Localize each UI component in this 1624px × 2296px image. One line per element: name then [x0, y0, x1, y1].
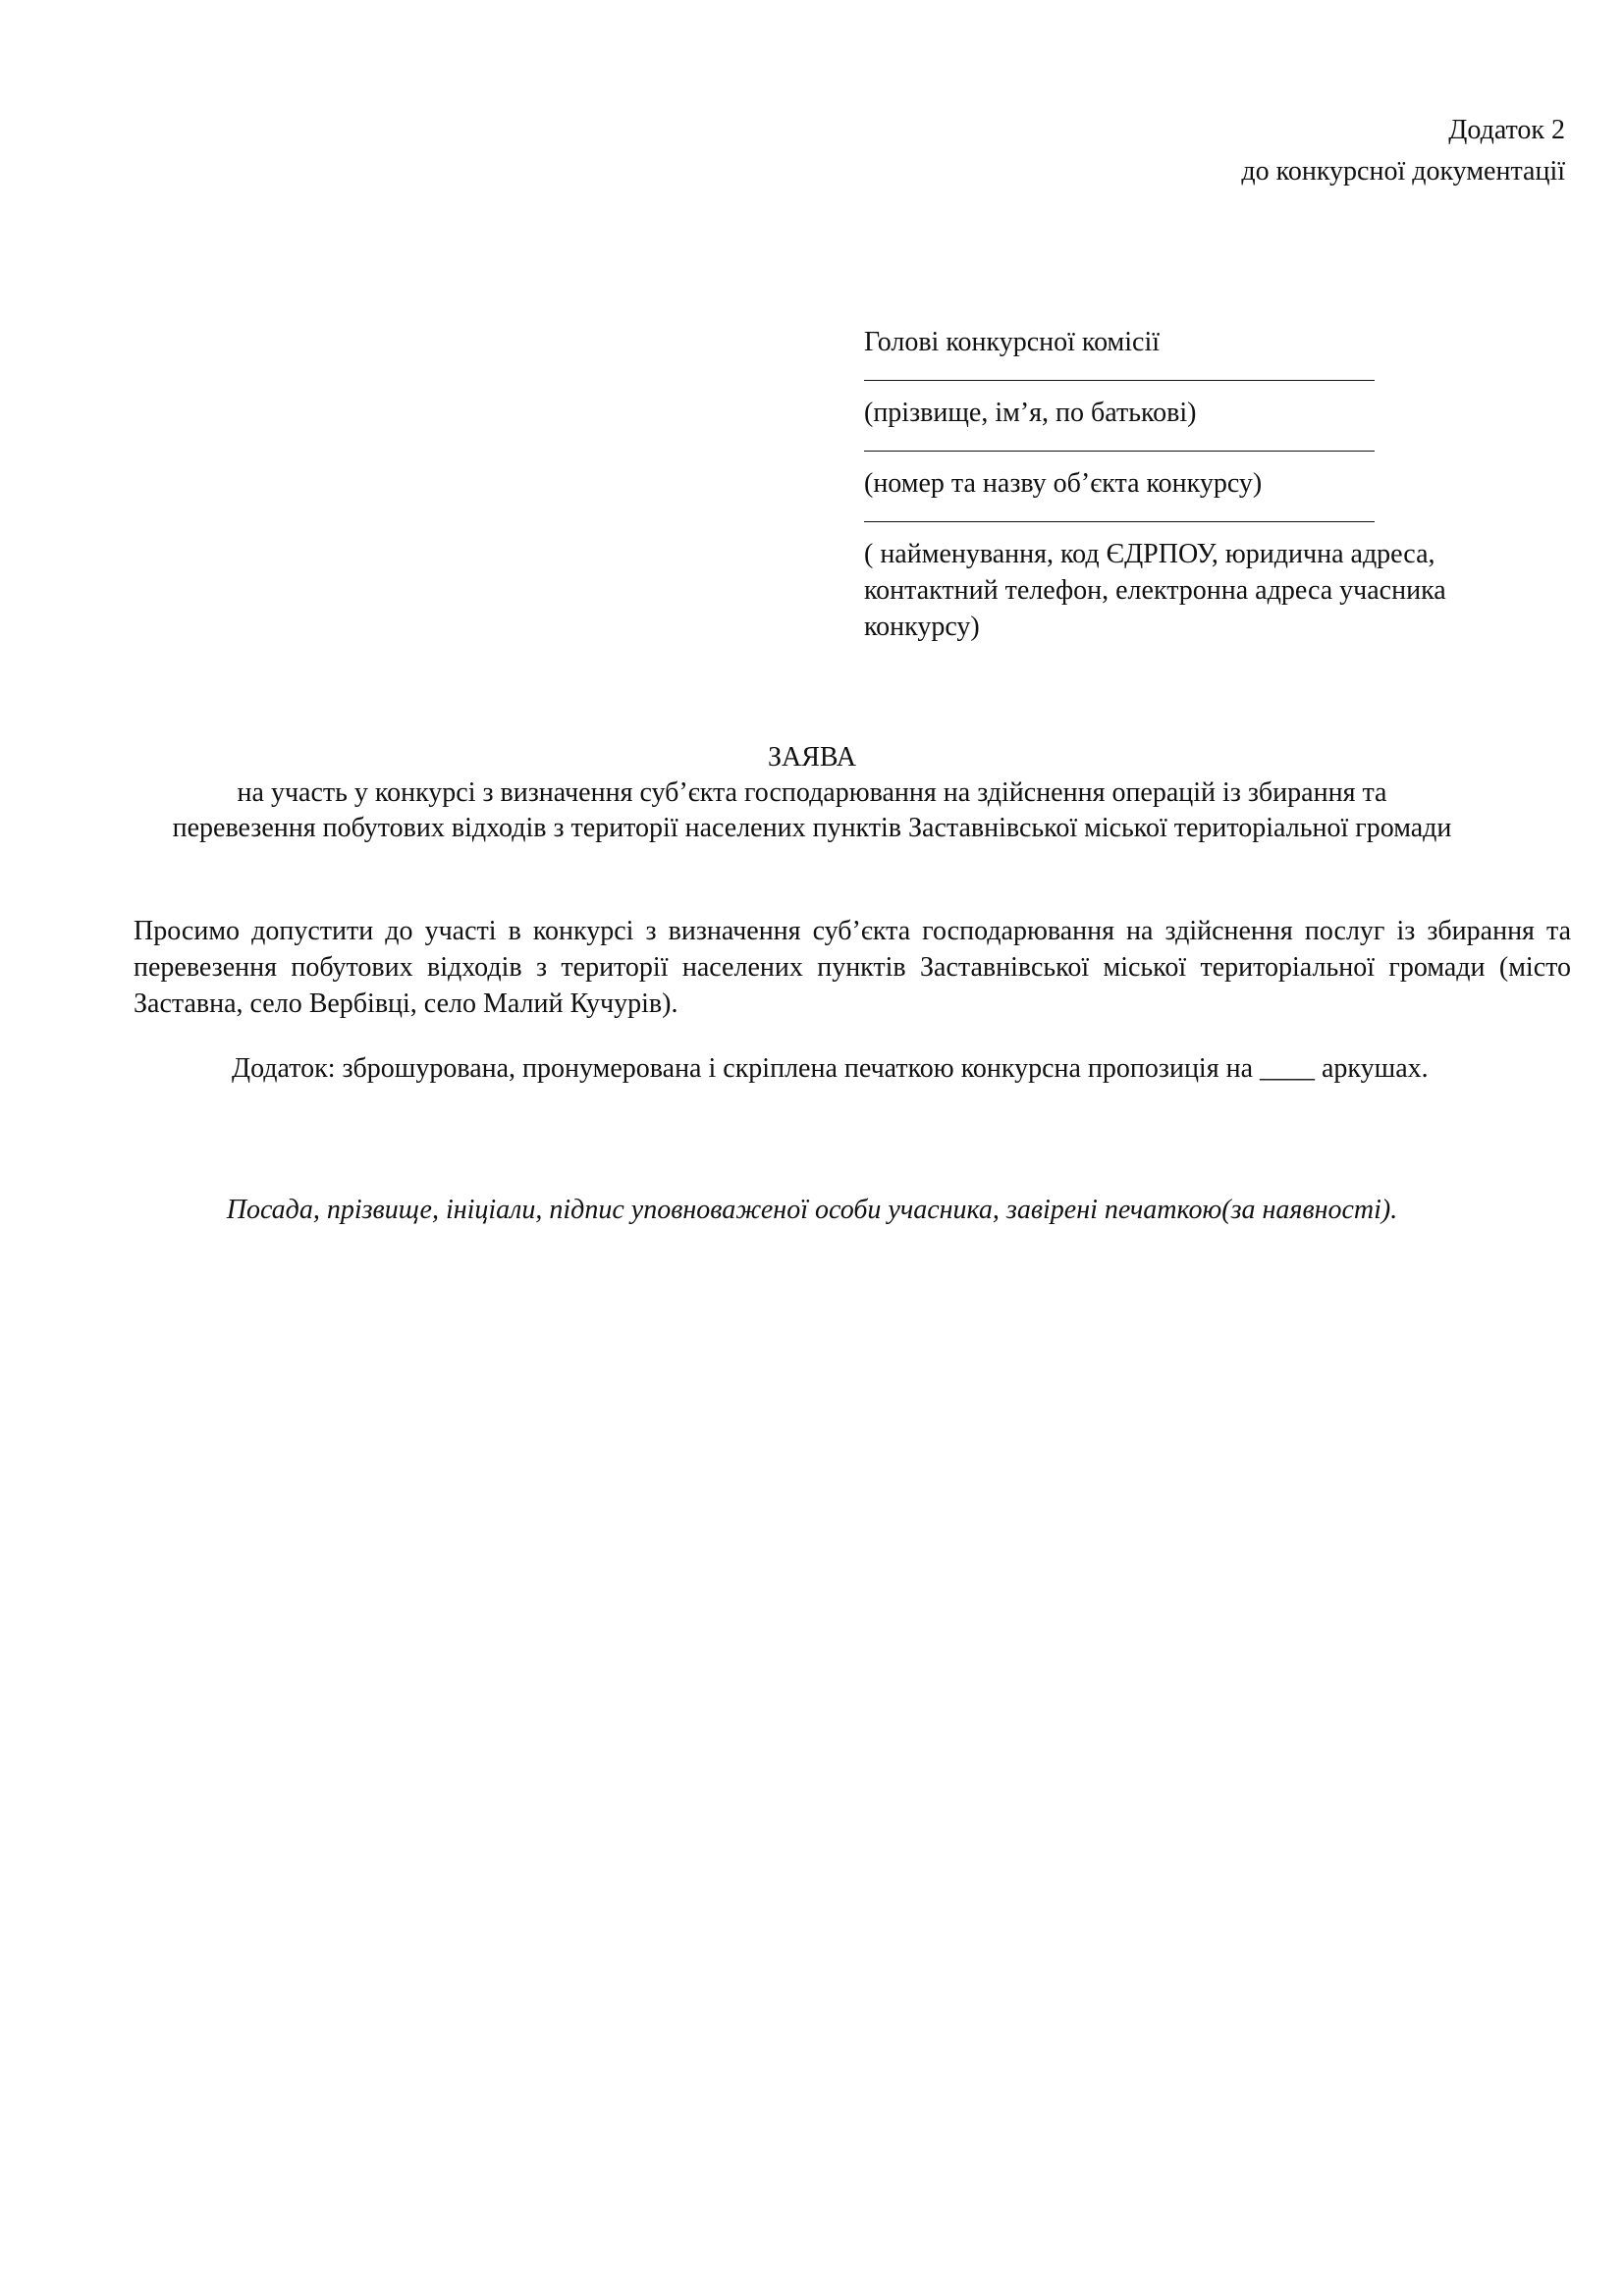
- annex-number: Додаток 2: [1448, 115, 1565, 145]
- title-line-1: на участь у конкурсі з визначення суб’єкта господарювання на здійснення операцій із збирання та: [237, 777, 1387, 808]
- caption-participant-line-1: ( найменування, код ЄДРПОУ, юридична адреса,: [864, 539, 1435, 569]
- fill-line-object: [864, 431, 1375, 452]
- annex-reference: до конкурсної документації: [1241, 156, 1565, 187]
- title-line-2: перевезення побутових відходів з території населених пунктів Заставнівської міської територіальної громади: [172, 813, 1452, 843]
- addressee-block: [864, 324, 1551, 645]
- request-paragraph: Просимо допустити до участі в конкурсі з визначення суб’єкта господарювання на здійснення послуг із збирання та перевезення побутових відходів з території населених пунктів Заставнівської міської територіальної громади (місто Заставна, село Вербівці, село Малий Кучурів).: [134, 916, 1571, 1019]
- signature-caption: Посада, прізвище, ініціали, підпис уповноваженої особи учасника, завірені печаткою(за наявності).: [226, 1195, 1398, 1225]
- fill-line-participant: [864, 502, 1375, 522]
- addressee-to: Голові конкурсної комісії: [864, 327, 1161, 357]
- attachment-note: Додаток: зброшурована, пронумерована і скріплена печаткою конкурсна пропозиція на ____ аркушах.: [232, 1053, 1429, 1084]
- caption-participant-line-3: конкурсу): [864, 612, 980, 642]
- caption-object: (номер та назву об’єкта конкурсу): [864, 468, 1263, 499]
- annex-header: [1241, 110, 1565, 192]
- title-word: ЗАЯВА: [767, 742, 857, 773]
- fill-line-name: [864, 360, 1375, 381]
- caption-participant-line-2: контактний телефон, електронна адреса учасника: [864, 575, 1446, 606]
- caption-name: (прізвище, ім’я, по батькові): [864, 398, 1197, 428]
- application-title: [0, 740, 1624, 846]
